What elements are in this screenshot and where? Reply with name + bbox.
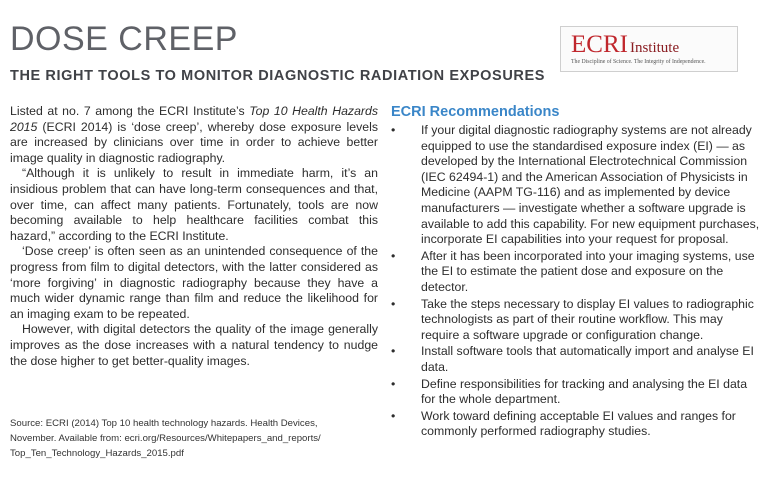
logo-name: ECRI [571, 31, 628, 58]
logo-suffix: Institute [629, 40, 680, 56]
bullet-icon: • [391, 408, 396, 423]
page-title: DOSE CREEP [10, 20, 238, 58]
recommendations-panel [391, 104, 761, 441]
list-item-text: Work toward defining acceptable EI values and ranges for commonly performed radiography studies. [421, 408, 736, 439]
list-item [391, 123, 761, 248]
article-p1-italic: Top 10 Health Hazards 2015 [10, 104, 378, 134]
logo-tagline: The Discipline of Science. The Integrity of Independence. [571, 59, 706, 65]
article-p1-post: (ECRI 2014) is ‘dose creep’, whereby dose exposure levels are increased by clinicians over time in order to achieve better image quality in diagnostic radiography. [10, 119, 378, 165]
list-item-text: After it has been incorporated into your imaging systems, use the EI to estimate the patient dose and exposure on the detector. [421, 248, 755, 294]
bullet-icon: • [391, 123, 396, 137]
source-line-3: Top_Ten_Technology_Hazards_2015.pdf [10, 447, 184, 459]
list-item-text: Define responsibilities for tracking and analysing the EI data for the whole department. [421, 376, 748, 407]
list-item [391, 344, 761, 375]
ecri-institute-logo [560, 26, 738, 72]
list-item [391, 249, 761, 296]
list-item-text: If your digital diagnostic radiography systems are not already equipped to use the standardised exposure index (EI) — as developed by the International Electrotechnical Commission (IEC 62494-1) and the American Association of Physicists in Medicine (AAPM TG-116) and as implemented by device manufacturers — investigate whether a software upgrade is available to add this capability. For new equipment purchases, incorporate EI capabilities into your request for proposal. [421, 123, 760, 247]
article-paragraph-4: However, with digital detectors the quality of the image generally improves as the dose increases with a natural tendency to nudge the dose higher to get better-quality images. [10, 322, 378, 368]
article-paragraph-1 [10, 104, 378, 166]
article-p1-pre: Listed at no. 7 among the ECRI Institute’s [10, 104, 250, 118]
source-line-2: November. Available from: ecri.org/Resources/Whitepapers_and_reports/ [10, 432, 321, 444]
list-item [391, 377, 761, 408]
recommendations-list [391, 123, 761, 440]
page-subtitle: THE RIGHT TOOLS TO MONITOR DIAGNOSTIC RADIATION EXPOSURES [10, 68, 546, 84]
source-citation [10, 417, 380, 461]
bullet-icon: • [391, 376, 396, 391]
list-item [391, 297, 761, 344]
bullet-icon: • [391, 344, 396, 359]
source-line-1: Source: ECRI (2014) Top 10 health technology hazards. Health Devices, [10, 418, 318, 429]
article-paragraph-3: ‘Dose creep’ is often seen as an unintended consequence of the progress from film to digital detectors, with the latter considered as ‘more forgiving’ in diagnostic radiography because they have a much wider dynamic range than film and reduce the likelihood for an imaging exam to be repeated. [10, 244, 378, 321]
article-body [10, 104, 378, 369]
logo-wordmark [571, 31, 679, 59]
bullet-icon: • [391, 248, 396, 263]
list-item-text: Install software tools that automatically import and analyse EI data. [421, 344, 754, 374]
list-item [391, 409, 761, 440]
recommendations-heading: ECRI Recommendations [391, 104, 560, 120]
bullet-icon: • [391, 296, 396, 311]
list-item-text: Take the steps necessary to display EI values to radiographic technologists as part of their routine workflow. This may require a software upgrade or configuration change. [421, 296, 754, 342]
article-paragraph-2: “Although it is unlikely to result in immediate harm, it’s an insidious problem that can have long-term consequences and that, over time, can affect many patients. Fortunately, tools are now becoming available to help healthcare facilities combat this hazard,” according to the ECRI Institute. [10, 166, 378, 243]
